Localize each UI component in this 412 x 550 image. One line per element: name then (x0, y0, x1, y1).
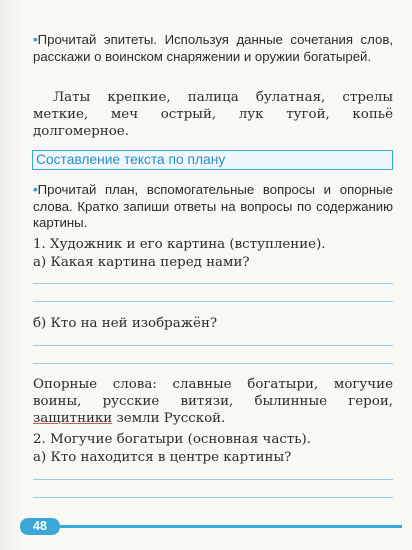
answer-line[interactable] (33, 301, 393, 302)
epithets-paragraph: Латы крепкие, палица булатная, стрелы меткие, меч острый, лук тугой, копьё долгомерное. (33, 90, 393, 139)
answer-line[interactable] (33, 497, 393, 498)
plan-item-2: 2. Могучие богатыри (основная часть). (33, 432, 312, 447)
question-2a: а) Кто находится в центре картины? (33, 450, 292, 465)
task-text: Прочитай план, вспомогательные вопросы и опорные слова. Кратко запиши ответы на вопросы по содержанию картины. (33, 182, 393, 231)
question-1a: а) Какая картина перед нами? (33, 255, 250, 270)
task-reading-epithets (33, 32, 393, 65)
support-words (33, 376, 393, 427)
answer-line[interactable] (33, 479, 393, 480)
section-title: Составление текста по плану (32, 150, 393, 170)
question-1b: б) Кто на ней изображён? (33, 316, 218, 331)
task-bullet: • (33, 32, 38, 47)
support-words-underlined: защитники (33, 411, 113, 426)
support-words-text: Опорные слова: славные богатыри, могучие воины, русские витязи, былинные герои, (33, 377, 393, 409)
task-plan (33, 182, 393, 232)
footer-rule (60, 525, 402, 528)
support-words-text: земли Русской. (112, 411, 226, 426)
task-text: Прочитай эпитеты. Используя данные сочетания слов, расскажи о воинском снаряжении и оружии богатырей. (33, 32, 393, 64)
task-bullet: • (33, 182, 38, 197)
page-number: 48 (20, 518, 60, 535)
answer-line[interactable] (33, 363, 393, 364)
plan-item-1: 1. Художник и его картина (вступление). (33, 237, 326, 252)
answer-line[interactable] (33, 345, 393, 346)
answer-line[interactable] (33, 283, 393, 284)
